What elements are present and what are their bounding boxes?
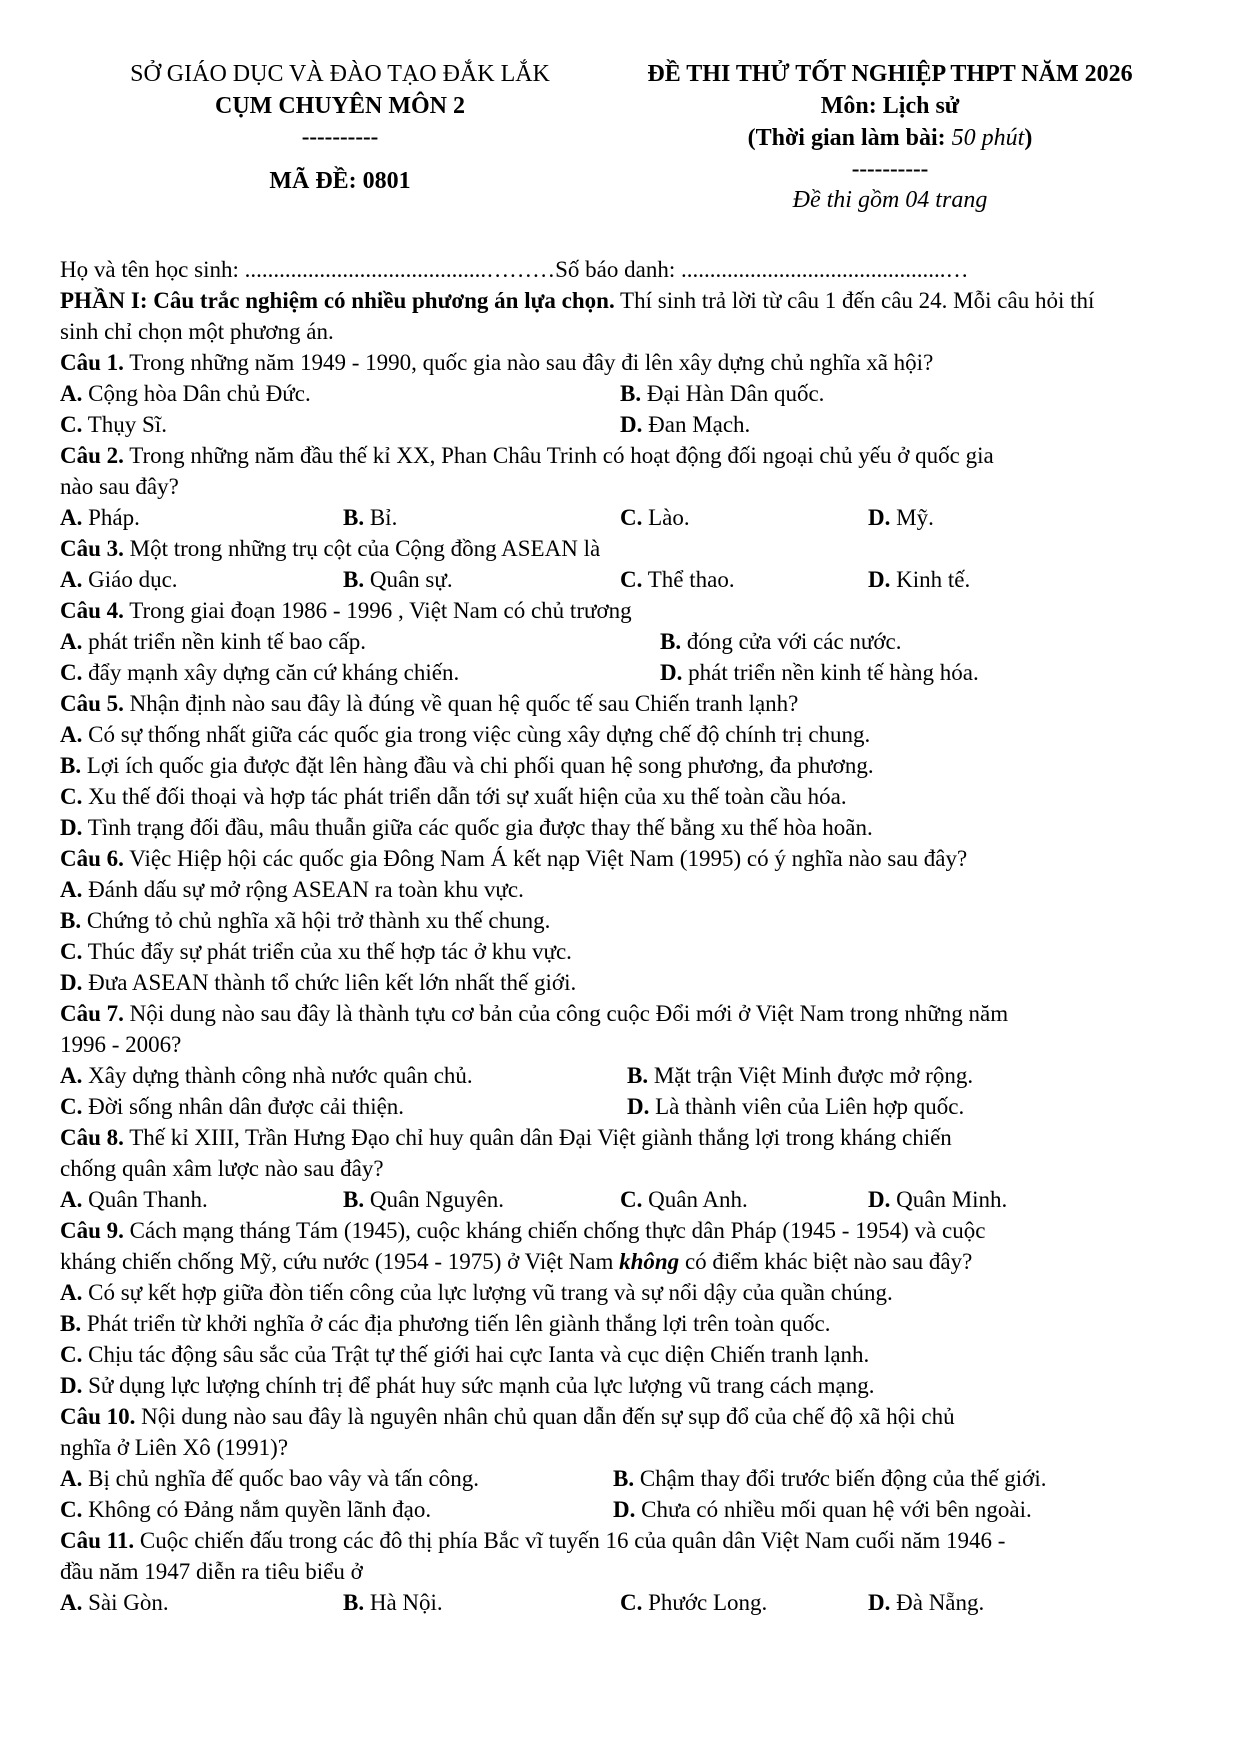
option-letter: C. [620,505,643,530]
option-c[interactable] [620,1588,767,1618]
exam-time [610,122,1170,154]
option-letter: C. [60,660,83,685]
question-text-cont: nào sau đây? [60,474,179,499]
question-4 [60,596,1185,627]
option-d[interactable] [627,1092,964,1122]
option-text: Mỹ. [890,505,934,530]
question-5 [60,689,1185,720]
option-letter: B. [620,381,642,406]
option-b[interactable] [343,1588,443,1618]
options-row [60,1061,1185,1092]
exam-code: MÃ ĐỀ: 0801 [269,168,411,194]
option-text: Đại Hàn Dân quốc. [641,381,825,406]
option-text: Phước Long. [642,1590,768,1615]
option-letter: D. [620,412,643,437]
question-number: Câu 9. [60,1218,124,1243]
option-text: Mặt trận Việt Minh được mở rộng. [648,1063,974,1088]
student-id-field: ..............................................… [680,257,969,282]
exam-subject: Môn: Lịch sử [820,93,960,119]
option-text: Xu thế đối thoại và hợp tác phát triển dẫn tới sự xuất hiện của xu thế toàn cầu hóa. [82,784,847,809]
option-letter: A. [60,1063,83,1088]
option-text: phát triển nền kinh tế bao cấp. [82,629,366,654]
option-text: Quân sự. [364,567,453,592]
question-number: Câu 6. [60,846,124,871]
student-name-label: Họ và tên học sinh: [60,257,245,282]
option-text: Hà Nội. [364,1590,443,1615]
option-text: Quân Nguyên. [364,1187,504,1212]
option-letter: B. [343,505,365,530]
student-id-label: Số báo danh: [555,257,681,282]
part1-heading [60,286,1185,317]
option-letter: C. [60,412,83,437]
question-text: Nhận định nào sau đây là đúng về quan hệ quốc tế sau Chiến tranh lạnh? [123,691,799,716]
question-text: Cách mạng tháng Tám (1945), cuộc kháng chiến chống thực dân Pháp (1945 - 1954) và cuộc [123,1218,986,1243]
option-a[interactable] [60,1278,1185,1309]
options-row [60,1185,1185,1216]
option-c[interactable] [60,1340,1185,1371]
option-b[interactable] [627,1061,973,1091]
option-d[interactable] [60,968,1185,999]
option-c[interactable] [60,658,459,688]
option-letter: A. [60,1187,83,1212]
question-emphasis: không [619,1249,680,1274]
option-letter: D. [60,970,83,995]
header-left [80,58,600,196]
question-9 [60,1216,1185,1247]
option-c[interactable] [60,782,1185,813]
option-text: Sử dụng lực lượng chính trị để phát huy sức mạnh của lực lượng vũ trang cách mạng. [82,1373,875,1398]
option-c[interactable] [620,565,735,595]
exam-content [60,255,1185,1619]
option-text: Cộng hòa Dân chủ Đức. [82,381,311,406]
question-text-cont: 1996 - 2006? [60,1032,182,1057]
option-letter: B. [343,567,365,592]
option-c[interactable] [620,503,690,533]
question-text-part: có điểm khác biệt nào sau đây? [679,1249,973,1274]
option-letter: A. [60,629,83,654]
part1-instructions-cont: sinh chỉ chọn một phương án. [60,319,334,344]
option-letter: D. [868,1187,891,1212]
student-name-field: ..........................................……… [244,257,556,282]
student-info [60,255,1185,286]
option-text: Phát triển từ khởi nghĩa ở các địa phương tiến lên giành thắng lợi trên toàn quốc. [81,1311,831,1336]
department-name: SỞ GIÁO DỤC VÀ ĐÀO TẠO ĐẮK LẮK [130,61,550,87]
option-text: Đan Mạch. [642,412,751,437]
option-letter: D. [627,1094,650,1119]
option-letter: A. [60,1466,83,1491]
question-text: Cuộc chiến đấu trong các đô thị phía Bắc vĩ tuyến 16 của quân dân Việt Nam cuối năm 1946 - [134,1528,1006,1553]
question-number: Câu 4. [60,598,124,623]
question-text: Nội dung nào sau đây là thành tựu cơ bản của công cuộc Đổi mới ở Việt Nam trong những năm [123,1001,1009,1026]
question-text: Thế kỉ XIII, Trần Hưng Đạo chỉ huy quân dân Đại Việt giành thắng lợi trong kháng chiến [123,1125,952,1150]
options-row [60,379,1185,410]
header-right-separator: ---------- [851,156,929,181]
option-a[interactable] [60,720,1185,751]
option-b[interactable] [343,1185,504,1215]
question-7 [60,999,1185,1030]
option-text: đẩy mạnh xây dựng căn cứ kháng chiến. [82,660,460,685]
time-suffix: ) [1024,125,1033,151]
option-text: Thể thao. [642,567,735,592]
header-left-separator: ---------- [301,124,379,149]
option-text: Sài Gòn. [82,1590,169,1615]
cluster-name: CỤM CHUYÊN MÔN 2 [215,93,465,119]
option-c[interactable] [60,410,167,440]
question-number: Câu 7. [60,1001,124,1026]
question-number: Câu 5. [60,691,124,716]
option-letter: C. [620,1187,643,1212]
question-text: Việc Hiệp hội các quốc gia Đông Nam Á kết nạp Việt Nam (1995) có ý nghĩa nào sau đây? [123,846,968,871]
option-text: Đà Nẵng. [890,1590,985,1615]
options-row [60,1092,1185,1123]
option-letter: A. [60,567,83,592]
header-right [610,58,1170,216]
option-b[interactable] [343,503,397,533]
option-letter: C. [60,939,83,964]
option-d[interactable] [868,1588,984,1618]
option-b[interactable] [620,379,824,409]
option-text: Bỉ. [364,505,398,530]
option-letter: A. [60,722,83,747]
question-number: Câu 10. [60,1404,136,1429]
option-text: Là thành viên của Liên hợp quốc. [649,1094,965,1119]
options-row [60,503,1185,534]
options-row [60,627,1185,658]
option-letter: B. [60,753,82,778]
option-text: Có sự kết hợp giữa đòn tiến công của lực lượng vũ trang và sự nổi dậy của quần chúng. [82,1280,893,1305]
option-d[interactable] [868,503,934,533]
option-c[interactable] [60,1092,404,1122]
option-text: Đưa ASEAN thành tổ chức liên kết lớn nhất thế giới. [82,970,577,995]
option-text: đóng cửa với các nước. [681,629,902,654]
option-d[interactable] [613,1495,1032,1525]
question-text-cont: đầu năm 1947 diễn ra tiêu biểu ở [60,1559,363,1584]
part1-title: PHẦN I: Câu trắc nghiệm có nhiều phương án lựa chọn. [60,288,615,313]
option-text: phát triển nền kinh tế hàng hóa. [682,660,979,685]
option-text: Pháp. [82,505,140,530]
option-d[interactable] [60,1371,1185,1402]
options-row [60,565,1185,596]
option-letter: C. [60,784,83,809]
option-letter: D. [60,1373,83,1398]
options-row [60,1495,1185,1526]
option-letter: B. [60,908,82,933]
option-a[interactable] [60,1588,169,1618]
question-8 [60,1123,1185,1154]
option-text: Quân Minh. [890,1187,1008,1212]
option-a[interactable] [60,627,366,657]
option-d[interactable] [620,410,750,440]
question-number: Câu 2. [60,443,124,468]
question-10 [60,1402,1185,1433]
option-text: Thúc đẩy sự phát triển của xu thế hợp tác ở khu vực. [82,939,572,964]
option-text: Đời sống nhân dân được cải thiện. [82,1094,405,1119]
option-letter: D. [60,815,83,840]
option-letter: C. [60,1342,83,1367]
option-letter: C. [620,567,643,592]
option-text: Có sự thống nhất giữa các quốc gia trong việc cùng xây dựng chế độ chính trị chung. [82,722,871,747]
option-letter: B. [343,1590,365,1615]
question-text: Trong những năm đầu thế kỉ XX, Phan Châu Trinh có hoạt động đối ngoại chủ yếu ở quốc gia [123,443,994,468]
option-text: Kinh tế. [890,567,971,592]
option-letter: C. [60,1497,83,1522]
exam-title: ĐỀ THI THỬ TỐT NGHIỆP THPT NĂM 2026 [647,61,1133,87]
option-b[interactable] [60,1309,1185,1340]
option-text: Xây dựng thành công nhà nước quân chủ. [82,1063,473,1088]
option-a[interactable] [60,1061,473,1091]
time-value: 50 phút [951,125,1025,151]
option-a[interactable] [60,1185,208,1215]
option-letter: B. [343,1187,365,1212]
option-text: Không có Đảng nắm quyền lãnh đạo. [82,1497,432,1522]
question-text-cont [60,1247,1185,1278]
option-text: Bị chủ nghĩa đế quốc bao vây và tấn công. [82,1466,480,1491]
option-text: Giáo dục. [82,567,178,592]
options-row [60,658,1185,689]
option-a[interactable] [60,565,178,595]
option-d[interactable] [60,813,1185,844]
option-b[interactable] [60,751,1185,782]
question-number: Câu 11. [60,1528,135,1553]
question-number: Câu 8. [60,1125,124,1150]
option-letter: D. [868,1590,891,1615]
option-text: Chưa có nhiều mối quan hệ với bên ngoài. [635,1497,1032,1522]
option-letter: D. [613,1497,636,1522]
question-text: Nội dung nào sau đây là nguyên nhân chủ quan dẫn đến sự sụp đổ của chế độ xã hội chủ [135,1404,955,1429]
option-b[interactable] [660,627,902,657]
option-letter: B. [627,1063,649,1088]
question-1 [60,348,1185,379]
option-text: Tình trạng đối đầu, mâu thuẫn giữa các quốc gia được thay thế bằng xu thế hòa hoãn. [82,815,873,840]
question-text: Trong giai đoạn 1986 - 1996 , Việt Nam có chủ trương [123,598,632,623]
option-letter: A. [60,505,83,530]
option-letter: B. [60,1311,82,1336]
option-letter: D. [660,660,683,685]
question-11 [60,1526,1185,1557]
option-d[interactable] [868,1185,1007,1215]
question-3 [60,534,1185,565]
question-text-cont: chống quân xâm lược nào sau đây? [60,1156,384,1181]
option-letter: C. [620,1590,643,1615]
option-text: Chứng tỏ chủ nghĩa xã hội trở thành xu thế chung. [81,908,551,933]
options-row [60,410,1185,441]
question-6 [60,844,1185,875]
option-letter: A. [60,1280,83,1305]
option-b[interactable] [613,1464,1046,1494]
option-letter: B. [660,629,682,654]
option-a[interactable] [60,503,140,533]
exam-header [0,58,1240,218]
option-b[interactable] [343,565,453,595]
option-text: Chậm thay đổi trước biến động của thế giới. [634,1466,1047,1491]
option-c[interactable] [60,1495,431,1525]
option-letter: A. [60,877,83,902]
question-text-part: kháng chiến chống Mỹ, cứu nước (1954 - 1975) ở Việt Nam [60,1249,620,1274]
option-letter: A. [60,1590,83,1615]
option-text: Thụy Sĩ. [82,412,167,437]
time-prefix: (Thời gian làm bài: [747,125,952,151]
option-a[interactable] [60,379,311,409]
option-letter: B. [613,1466,635,1491]
option-d[interactable] [868,565,970,595]
option-text: Lợi ích quốc gia được đặt lên hàng đầu và chi phối quan hệ song phương, đa phương. [81,753,874,778]
options-row [60,1588,1185,1619]
part1-instructions: Thí sinh trả lời từ câu 1 đến câu 24. Mỗi câu hỏi thí [614,288,1095,313]
option-text: Chịu tác động sâu sắc của Trật tự thế giới hai cực Ianta và cục diện Chiến tranh lạnh. [82,1342,870,1367]
option-d[interactable] [660,658,979,688]
question-text: Một trong những trụ cột của Cộng đồng ASEAN là [123,536,601,561]
option-a[interactable] [60,1464,479,1494]
option-c[interactable] [60,937,1185,968]
pages-note: Đề thi gồm 04 trang [792,187,988,213]
option-text: Đánh dấu sự mở rộng ASEAN ra toàn khu vực. [82,877,524,902]
option-text: Quân Thanh. [82,1187,208,1212]
question-number: Câu 1. [60,350,124,375]
option-text: Lào. [642,505,690,530]
option-text: Quân Anh. [642,1187,748,1212]
option-letter: C. [60,1094,83,1119]
option-letter: A. [60,381,83,406]
option-letter: D. [868,567,891,592]
option-c[interactable] [620,1185,748,1215]
question-text: Trong những năm 1949 - 1990, quốc gia nào sau đây đi lên xây dựng chủ nghĩa xã hội? [123,350,934,375]
question-2 [60,441,1185,472]
question-number: Câu 3. [60,536,124,561]
option-letter: D. [868,505,891,530]
option-a[interactable] [60,875,1185,906]
option-b[interactable] [60,906,1185,937]
question-text-cont: nghĩa ở Liên Xô (1991)? [60,1435,289,1460]
options-row [60,1464,1185,1495]
